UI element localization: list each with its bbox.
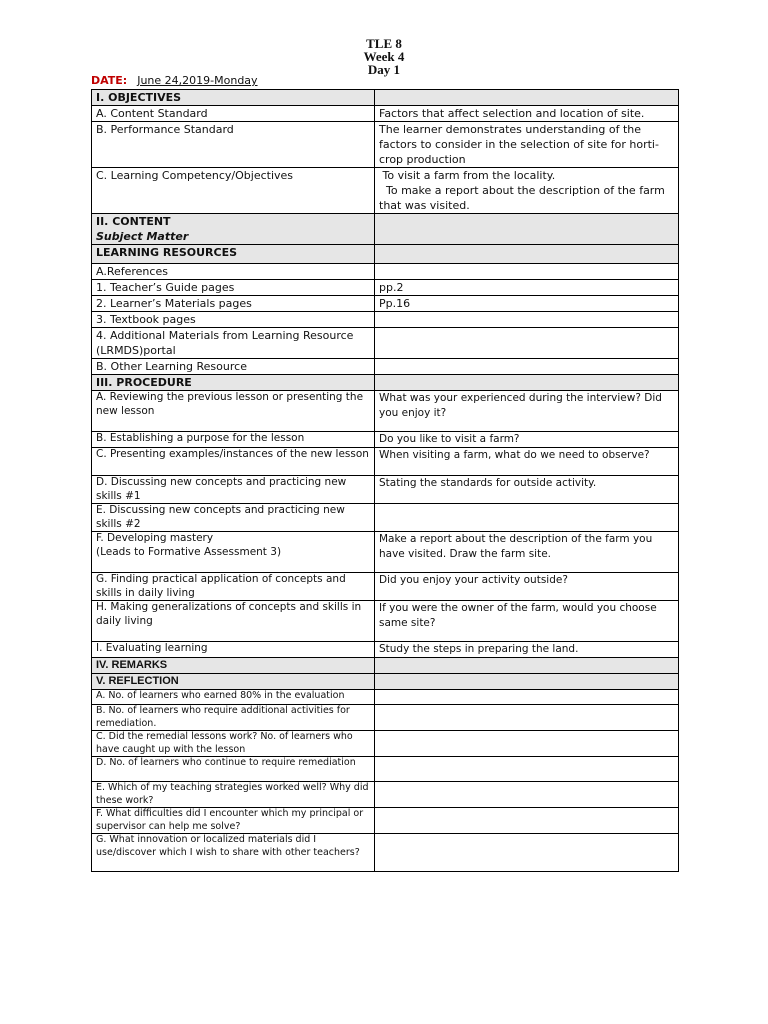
- textbook-pages-value: [375, 312, 679, 328]
- subject-matter-label: Subject Matter: [96, 230, 189, 243]
- proc-f-label: F. Developing mastery: [96, 532, 214, 544]
- proc-i-label: I. Evaluating learning: [92, 642, 375, 658]
- proc-i-value: Study the steps in preparing the land.: [375, 642, 679, 658]
- content-standard-label: A. Content Standard: [92, 106, 375, 122]
- proc-f-value: Make a report about the description of the farm you have visited. Draw the farm site.: [375, 532, 679, 573]
- table-row: [92, 731, 679, 757]
- table-row: [92, 359, 679, 375]
- table-row: [92, 214, 679, 245]
- textbook-pages-label: 3. Textbook pages: [92, 312, 375, 328]
- reflection-d: D. No. of learners who continue to require remediation: [92, 757, 375, 782]
- table-row: [92, 476, 679, 504]
- reflection-a: A. No. of learners who earned 80% in the evaluation: [92, 690, 375, 705]
- table-row: [92, 705, 679, 731]
- table-row: [92, 690, 679, 705]
- performance-standard-value: The learner demonstrates understanding of the factors to consider in the selection of site for horti-crop production: [375, 122, 679, 168]
- other-resource-value: [375, 359, 679, 375]
- proc-h-value: If you were the owner of the farm, would you choose same site?: [375, 601, 679, 642]
- table-row: [92, 432, 679, 448]
- table-row: [92, 328, 679, 359]
- title-day: Day 1: [367, 62, 401, 77]
- performance-standard-label: B. Performance Standard: [92, 122, 375, 168]
- table-row: [92, 375, 679, 391]
- table-row: [92, 782, 679, 808]
- reflection-e: E. Which of my teaching strategies worked well? Why did these work?: [92, 782, 375, 808]
- table-row: [92, 280, 679, 296]
- reflection-c: C. Did the remedial lessons work? No. of learners who have caught up with the lesson: [92, 731, 375, 757]
- proc-b-value: Do you like to visit a farm?: [375, 432, 679, 448]
- proc-e-label: E. Discussing new concepts and practicing new skills #2: [92, 504, 375, 532]
- proc-a-value: What was your experienced during the interview? Did you enjoy it?: [375, 391, 679, 432]
- table-row: [92, 642, 679, 658]
- reflection-b: B. No. of learners who require additional activities for remediation.: [92, 705, 375, 731]
- content-standard-value: Factors that affect selection and location of site.: [375, 106, 679, 122]
- competency-value-2: To make a report about the description of the farm that was visited.: [379, 184, 669, 212]
- proc-d-value: Stating the standards for outside activity.: [375, 476, 679, 504]
- lesson-plan-table: [91, 89, 679, 872]
- table-row: [92, 448, 679, 476]
- proc-g-label: G. Finding practical application of concepts and skills in daily living: [92, 573, 375, 601]
- table-row: [92, 296, 679, 312]
- table-row: [92, 674, 679, 690]
- table-row: [92, 834, 679, 872]
- other-resource-label: B. Other Learning Resource: [92, 359, 375, 375]
- title-subject: TLE 8: [366, 36, 402, 51]
- table-row: [92, 601, 679, 642]
- additional-materials-value: [375, 328, 679, 359]
- proc-b-label: B. Establishing a purpose for the lesson: [92, 432, 375, 448]
- references-label: A.References: [92, 264, 375, 280]
- lm-pages-label: 2. Learner’s Materials pages: [92, 296, 375, 312]
- table-row: [92, 573, 679, 601]
- proc-c-value: When visiting a farm, what do we need to observe?: [375, 448, 679, 476]
- tg-pages-label: 1. Teacher’s Guide pages: [92, 280, 375, 296]
- competency-value-1: To visit a farm from the locality.: [379, 169, 556, 182]
- date-label: DATE:: [91, 74, 128, 87]
- title-week: Week 4: [363, 49, 405, 64]
- table-row: [92, 808, 679, 834]
- table-row: [92, 264, 679, 280]
- proc-h-label: H. Making generalizations of concepts and skills in daily living: [92, 601, 375, 642]
- reflection-heading: V. REFLECTION: [92, 674, 375, 690]
- table-row: [92, 532, 679, 573]
- date-value: June 24,2019-Monday: [137, 74, 258, 87]
- remarks-heading: IV. REMARKS: [92, 658, 375, 674]
- table-row: [92, 504, 679, 532]
- proc-e-value: [375, 504, 679, 532]
- table-row: [92, 122, 679, 168]
- reflection-f: F. What difficulties did I encounter which my principal or supervisor can help me solve?: [92, 808, 375, 834]
- date-line: [91, 74, 258, 87]
- table-row: [92, 245, 679, 264]
- competency-label: C. Learning Competency/Objectives: [92, 168, 375, 214]
- tg-pages-value: pp.2: [375, 280, 679, 296]
- table-row: [92, 391, 679, 432]
- proc-c-label: C. Presenting examples/instances of the new lesson: [92, 448, 375, 476]
- additional-materials-label: 4. Additional Materials from Learning Resource (LRMDS)portal: [92, 328, 375, 359]
- lm-pages-value: Pp.16: [375, 296, 679, 312]
- objectives-heading: I. OBJECTIVES: [92, 90, 375, 106]
- table-row: [92, 168, 679, 214]
- content-heading: II. CONTENT: [96, 215, 171, 228]
- table-row: [92, 106, 679, 122]
- proc-a-label: A. Reviewing the previous lesson or presenting the new lesson: [92, 391, 375, 432]
- table-row: [92, 658, 679, 674]
- table-row: [92, 757, 679, 782]
- table-row: [92, 90, 679, 106]
- procedure-heading: III. PROCEDURE: [92, 375, 375, 391]
- proc-d-label: D. Discussing new concepts and practicing new skills #1: [92, 476, 375, 504]
- table-row: [92, 312, 679, 328]
- proc-f-sublabel: (Leads to Formative Assessment 3): [96, 545, 282, 558]
- reflection-g: G. What innovation or localized materials did I use/discover which I wish to share with other teachers?: [92, 834, 375, 872]
- learning-resources-heading: LEARNING RESOURCES: [92, 245, 375, 264]
- proc-g-value: Did you enjoy your activity outside?: [375, 573, 679, 601]
